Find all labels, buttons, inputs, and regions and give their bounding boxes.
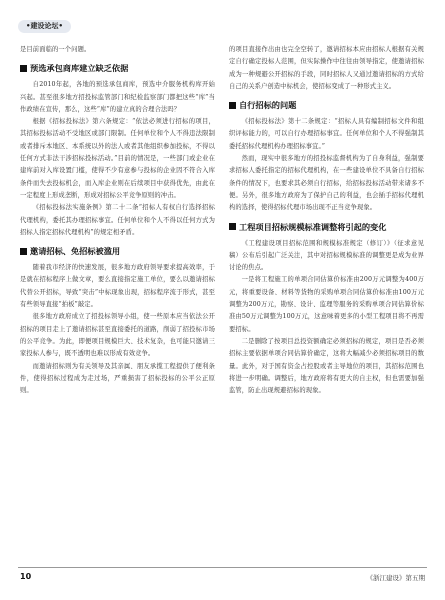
paragraph: 一是将工程施工的单项合同估算价标准由200万元调整为400万元，将重要设备、材料等货物的采购单项合同估算价标准由100万元调整为200万元，勘察、设计、监理等服务的采购单项合同估算价标准由50万元调整为100万元，这意味着更多的小型工程项目将不再需要招标。	[229, 276, 424, 333]
paragraph: 很多地方政府成立了招投标领导小组，使一些原本应当依法公开招标的项目走上了邀请招标甚至直接委托的道路，削弱了招投标市场的公平竞争。为此，即便项目规模巨大、技术复杂，也可能只邀请三家投标人参与，既不透明也难以形成有效竞争。	[20, 313, 215, 358]
section-heading: 自行招标的问题	[229, 99, 424, 111]
section-square-icon	[20, 248, 27, 255]
right-column	[229, 44, 424, 397]
section-square-icon	[229, 223, 236, 230]
journal-name: 《浙江建设》第五期	[366, 574, 425, 582]
section-square-icon	[229, 102, 236, 109]
paragraph: 自2010年起，各地的预选承包商库，预选中介服务机构库开始兴起。甚至很多地方招投标监管部门和纪检监察部门都把这些“库”当作政绩在宣传，那么，这些“库”的建立真的合理合法吗？	[20, 81, 215, 113]
paragraph: 随着我市经济的快速发展，很多地方政府领导要求提高效率，于是就在招标程序上做文章，要么直接指定施工单位，要么以邀请招标代替公开招标，导致“突击”中标现象出现，招标程序流于形式，甚至有些领导直接“拍板”敲定。	[20, 264, 215, 309]
paragraph: 然而，现实中很多地方的招投标监督机构为了自身利益，强制要求招标人委托指定的招标代理机构，在一些建设单位不具备自行招标条件的情况下，也要求其必须自行招标，给招标投标活动带来诸多不便。另外，很多地方政府为了保护自己的利益，也会插手招标代理机构的选择，使得招标代理市场出现不正当竞争现象。	[229, 155, 424, 212]
section-tag: •建设论坛•	[18, 20, 71, 33]
paragraph: 的项目直接作出由也完全空转了，邀请招标本应由招标人根据有关规定自行确定投标人范围，但实际操作中往往由领导指定，使邀请招标成为一种规避公开招标的手段，同时招标人又通过邀请招标的方式给自己的关系户创造中标机会，使招标变成了一种形式主义。	[229, 46, 424, 90]
section-heading: 工程项目招标规模标准调整将引起的变化	[229, 221, 424, 233]
paragraph: 《招标投标法》第十二条规定：“招标人具有编制招标文件和组织评标能力的，可以自行办理招标事宜。任何单位和个人不得强制其委托招标代理机构办理招标事宜。”	[229, 118, 424, 150]
page-number: 10	[20, 572, 32, 581]
footer-divider	[18, 567, 427, 568]
paragraph: 《工程建设项目招标范围和规模标准规定（修订）》（征求意见稿）公布后引起广泛关注，其中对招标规模标准的调整更是成为业界讨论的焦点。	[229, 239, 424, 272]
paragraph: 而邀请招标则为有关领导及其亲属、朋友承揽工程提供了便利条件，使得招标过程成为走过场，严重损害了招标投标的公平公正原则。	[20, 362, 215, 395]
paragraph: 二是删除了按项目总投资额确定必须招标的规定，项目是否必须招标主要依据单项合同估算价确定，这将大幅减少必须招标项目的数量。此外，对于国有资金占控股或者主导地位的项目，其招标范围也将进一步明确。调整后，地方政府将有更大的自主权，但也需要加强监管，防止出现规避招标的现象。	[229, 337, 424, 395]
section-square-icon	[20, 65, 27, 72]
paragraph: 《招标投标法实施条例》第二十二条“招标人有权自行选择招标代理机构，委托其办理招标事宜。任何单位和个人不得以任何方式为招标人指定招标代理机构”的规定相矛盾。	[20, 204, 215, 236]
section-heading: 预选承包商库建立缺乏依据	[20, 62, 215, 74]
paragraph: 根据《招标投标法》第六条规定：“依法必须进行招标的项目，其招标投标活动不受地区或部门限制。任何单位和个人不得违法限制或者排斥本地区、本系统以外的法人或者其他组织参加投标，不得以任何方式非法干涉招标投标活动。”目前的情况是，一些部门或企业在建库前对入库设置门槛，使得不少有意参与投标的企业因不符合入库条件而失去投标机会，而入库企业则在后续项目中获得优先，由此在一定程度上形成垄断，形成对招标公平竞争原则的冲击。	[20, 118, 215, 199]
intro-line: 是目前面临的一个问题。	[20, 46, 91, 53]
section-heading: 邀请招标、免招标被滥用	[20, 245, 215, 257]
left-column	[20, 44, 215, 397]
page-header	[0, 0, 445, 40]
